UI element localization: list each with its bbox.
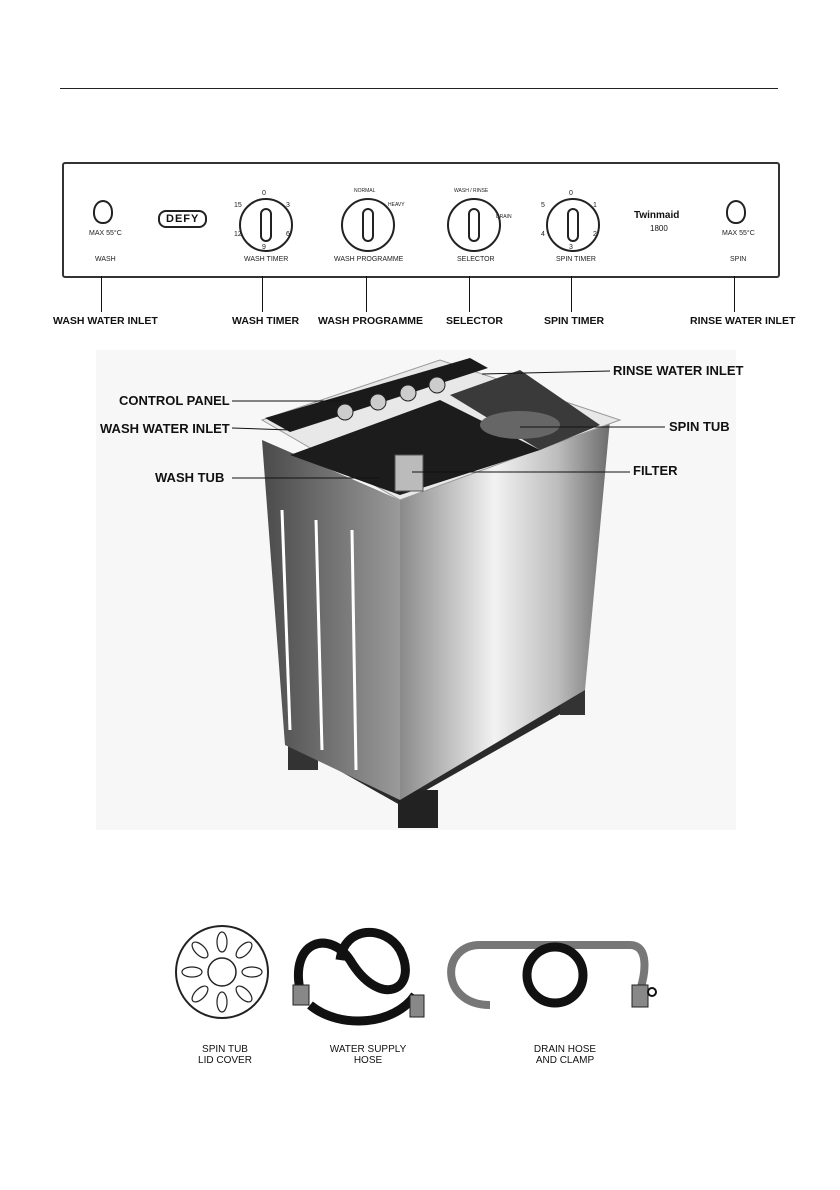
callout-spin-timer: SPIN TIMER <box>544 315 605 327</box>
label-control-panel: CONTROL PANEL <box>119 393 230 408</box>
selector-tick: DRAIN <box>496 214 512 220</box>
callout-selector: SELECTOR <box>446 315 503 327</box>
wash-timer-label: WASH TIMER <box>244 256 289 263</box>
spin-timer-tick: 1 <box>593 202 597 209</box>
label-wash-tub: WASH TUB <box>155 470 225 485</box>
wash-timer-tick: 3 <box>286 202 290 209</box>
label-spin-tub: SPIN TUB <box>669 419 730 434</box>
spin-timer-tick: 0 <box>569 190 573 197</box>
spin-label: SPIN <box>730 256 747 263</box>
lid-cover-label: SPIN TUB LID COVER <box>198 1044 252 1066</box>
programme-tick: NORMAL <box>354 188 376 194</box>
wash-timer-tick: 0 <box>262 190 266 197</box>
drain-hose-label: DRAIN HOSE AND CLAMP <box>533 1044 597 1066</box>
spin-timer-label: SPIN TIMER <box>556 256 596 263</box>
wash-programme-label: WASH PROGRAMME <box>334 256 404 263</box>
spin-timer-tick: 2 <box>593 231 597 238</box>
selector-tick: WASH / RINSE <box>454 188 489 194</box>
brand-logo: DEFY <box>158 210 207 228</box>
wash-label: WASH <box>95 256 116 263</box>
label-filter: FILTER <box>633 463 678 478</box>
wash-timer-tick: 15 <box>234 202 242 209</box>
spin-max-temp: MAX 55°C <box>722 230 755 237</box>
wash-timer-tick: 12 <box>234 231 242 238</box>
selector-label: SELECTOR <box>457 256 495 263</box>
spin-timer-tick: 4 <box>541 231 545 238</box>
spin-timer-tick: 5 <box>541 202 545 209</box>
callout-wash-water-inlet: WASH WATER INLET <box>53 315 158 327</box>
wash-max-temp: MAX 55°C <box>89 230 122 237</box>
model-number: 1800 <box>650 224 668 233</box>
wash-timer-tick: 9 <box>262 244 266 251</box>
spin-timer-tick: 3 <box>569 244 573 251</box>
label-rinse-water-inlet: RINSE WATER INLET <box>613 363 744 378</box>
model-name: Twinmaid <box>634 210 680 221</box>
callout-wash-timer: WASH TIMER <box>232 315 300 327</box>
programme-tick: HEAVY <box>388 202 405 208</box>
callout-wash-programme: WASH PROGRAMME <box>318 315 423 327</box>
label-wash-water-inlet: WASH WATER INLET <box>100 421 230 436</box>
callout-rinse-water-inlet: RINSE WATER INLET <box>690 315 796 327</box>
water-hose-label: WATER SUPPLY HOSE <box>329 1044 407 1066</box>
wash-timer-tick: 6 <box>286 231 290 238</box>
